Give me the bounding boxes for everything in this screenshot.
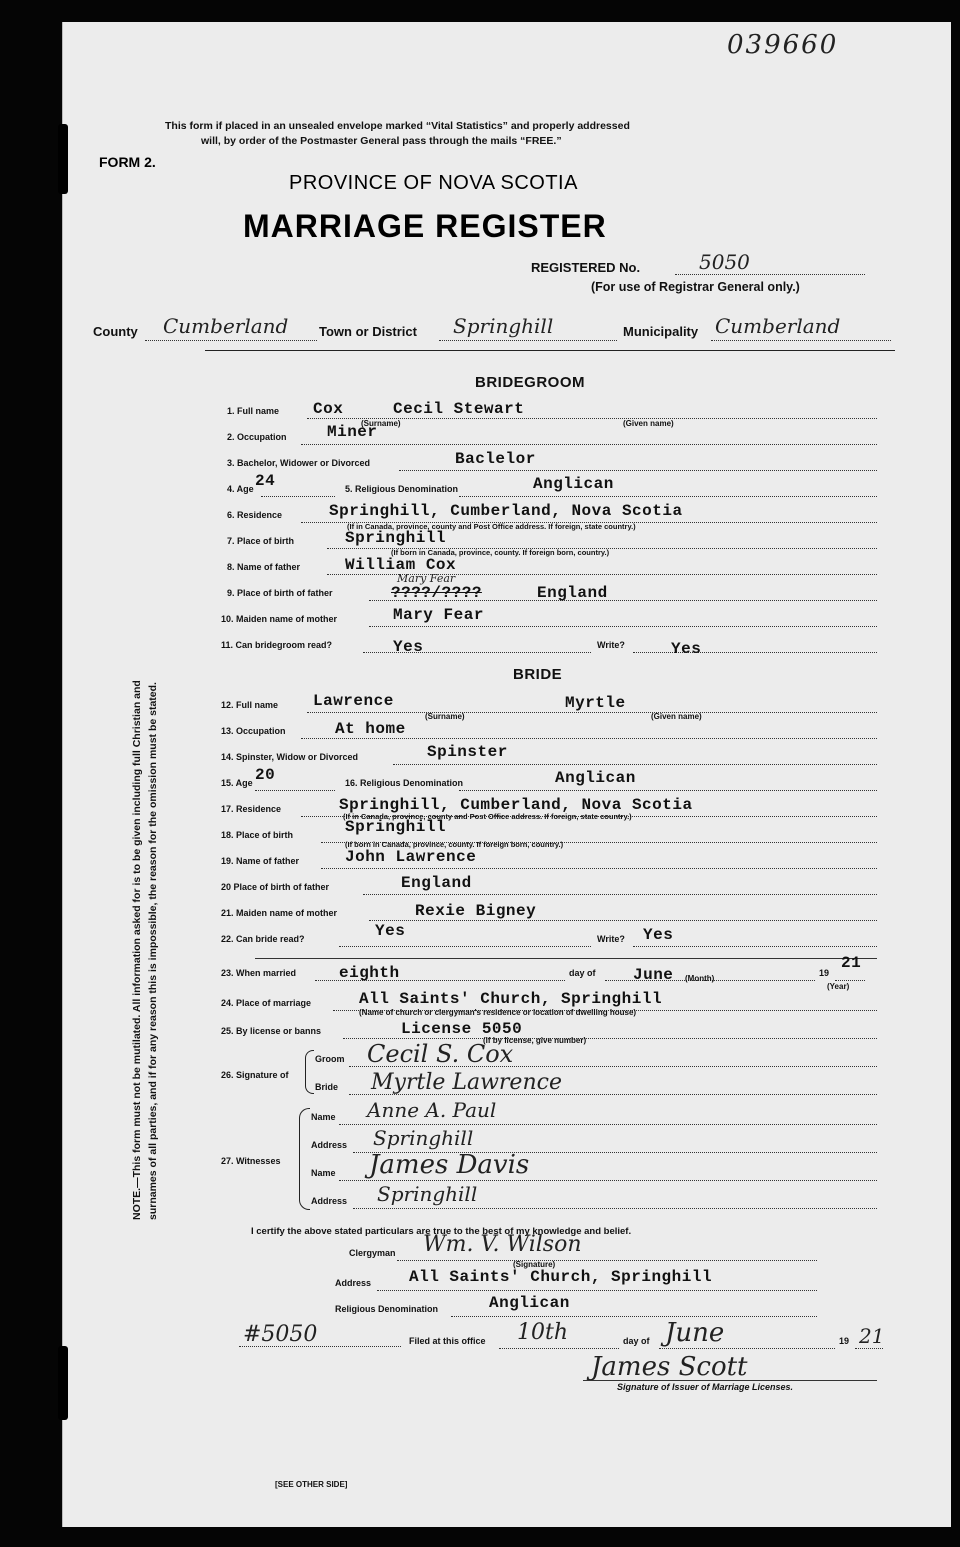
clergy-religion: Anglican <box>489 1294 570 1312</box>
postal-notice-line2: will, by order of the Postmaster General pass through the mails “FREE.” <box>201 135 562 147</box>
bride-residence-label: 17. Residence <box>221 804 282 814</box>
bride-religion-label: 16. Religious Denomination <box>345 778 464 788</box>
groom-residence-label: 6. Residence <box>227 510 283 520</box>
witness2-name: James Davis <box>369 1150 530 1180</box>
groom-fullname-label: 1. Full name <box>227 406 280 416</box>
bride-given-name: Myrtle <box>565 694 626 712</box>
bride-birthplace-label: 18. Place of birth <box>221 830 294 840</box>
witnesses-label: 27. Witnesses <box>221 1156 281 1166</box>
groom-occupation-line <box>301 444 877 445</box>
certify-text: I certify the above stated particulars are true to the best of my knowledge and belief. <box>251 1226 632 1237</box>
filing-number: #5050 <box>243 1322 318 1347</box>
scan-clip-bottom <box>58 1346 68 1420</box>
filed-year-line <box>855 1348 883 1349</box>
filed-year: 21 <box>859 1324 885 1348</box>
issuer-signature-line <box>583 1380 877 1381</box>
county-line <box>145 340 317 341</box>
issuer-signature: James Scott <box>591 1352 748 1382</box>
groom-surname-hint: (Surname) <box>361 419 401 428</box>
bride-age-label: 15. Age <box>221 778 253 788</box>
groom-father-birth-struck: ????/???? <box>391 584 482 602</box>
bride-fullname-label: 12. Full name <box>221 700 279 710</box>
groom-mother: Mary Fear <box>393 606 484 624</box>
bride-religion-line <box>459 790 877 791</box>
married-year-line <box>835 980 865 981</box>
bride-status-label: 14. Spinster, Widow or Divorced <box>221 752 358 762</box>
district-value: Springhill <box>453 314 554 338</box>
bride-father-label: 19. Name of father <box>221 856 300 866</box>
clergy-address-line <box>377 1290 817 1291</box>
groom-surname: Cox <box>313 400 344 418</box>
witness1-address-label: Address <box>311 1140 348 1150</box>
married-year-hint: (Year) <box>827 982 850 991</box>
bride-write-line <box>633 946 877 947</box>
district-line <box>439 340 617 341</box>
bride-read-line <box>339 946 591 947</box>
bride-residence: Springhill, Cumberland, Nova Scotia <box>339 796 693 814</box>
witness1-name-label: Name <box>311 1112 336 1122</box>
witness1-address: Springhill <box>373 1126 474 1150</box>
groom-residence: Springhill, Cumberland, Nova Scotia <box>329 502 683 520</box>
groom-father-birth: England <box>537 584 608 602</box>
bride-mother-label: 21. Maiden name of mother <box>221 908 338 918</box>
bride-surname-hint: (Surname) <box>425 712 465 721</box>
clergy-religion-label: Religious Denomination <box>335 1304 439 1314</box>
witness2-name-line <box>339 1180 877 1181</box>
clergy-address: All Saints' Church, Springhill <box>409 1268 713 1286</box>
side-note-line2: surnames of all parties, and if for any reason this is impossible, the reason for the omission must be stated. <box>147 682 159 1220</box>
bride-given-hint: (Given name) <box>651 712 702 721</box>
bride-birthplace-hint: (If born in Canada, province, county. If foreign born, country.) <box>345 840 564 849</box>
license-label: 25. By license or banns <box>221 1026 322 1036</box>
groom-religion-line <box>459 496 877 497</box>
district-label: Town or District <box>319 324 417 339</box>
register-form-paper <box>62 22 951 1527</box>
bride-father-birth-line <box>363 894 877 895</box>
witness2-address-line <box>353 1208 877 1209</box>
groom-signature-label: Groom <box>315 1054 345 1064</box>
groom-occupation: Miner <box>327 423 378 441</box>
bride-read: Yes <box>375 922 406 940</box>
license-hint: (If by license, give number) <box>483 1036 587 1045</box>
bride-section-rule <box>255 958 877 959</box>
witness2-address: Springhill <box>377 1182 478 1206</box>
groom-read-label: 11. Can bridegroom read? <box>221 640 333 650</box>
signature-bracket <box>305 1050 314 1094</box>
bride-age-line <box>255 790 335 791</box>
bride-father-line <box>321 868 877 869</box>
groom-status-label: 3. Bachelor, Widower or Divorced <box>227 458 370 468</box>
stamp-number: 039660 <box>727 30 839 60</box>
clergy-address-label: Address <box>335 1278 372 1288</box>
form-number: FORM 2. <box>99 154 156 170</box>
groom-write: Yes <box>671 640 702 658</box>
bridegroom-heading: BRIDEGROOM <box>475 374 585 391</box>
bride-occupation-line <box>301 738 877 739</box>
bride-read-label: 22. Can bride read? <box>221 934 305 944</box>
groom-birthplace-label: 7. Place of birth <box>227 536 295 546</box>
married-day-of-label: day of <box>569 968 596 978</box>
groom-religion: Anglican <box>533 475 614 493</box>
bride-residence-hint: (If in Canada, province, county and Post Office address. If foreign, state country.) <box>343 812 632 821</box>
groom-status-line <box>399 470 877 471</box>
married-year-prefix: 19 <box>819 968 830 978</box>
registered-line <box>675 274 865 275</box>
witnesses-bracket <box>299 1108 310 1210</box>
groom-age: 24 <box>255 472 276 490</box>
married-year: 21 <box>841 954 862 972</box>
bride-signature: Myrtle Lawrence <box>371 1070 562 1095</box>
filed-day: 10th <box>517 1320 569 1345</box>
groom-occupation-label: 2. Occupation <box>227 432 287 442</box>
page-title: MARRIAGE REGISTER <box>243 208 607 244</box>
bride-age: 20 <box>255 766 276 784</box>
clergy-religion-line <box>451 1316 817 1317</box>
bride-father-birth: England <box>401 874 472 892</box>
bride-status: Spinster <box>427 743 508 761</box>
groom-mother-label: 10. Maiden name of mother <box>221 614 338 624</box>
groom-age-label: 4. Age <box>227 484 254 494</box>
groom-given-hint: (Given name) <box>623 419 674 428</box>
location-rule <box>205 350 895 351</box>
license-line <box>343 1038 877 1039</box>
groom-read: Yes <box>393 638 424 656</box>
license-value: License 5050 <box>401 1020 523 1038</box>
filed-day-line <box>499 1348 619 1349</box>
filed-day-of-label: day of <box>623 1336 650 1346</box>
filed-month: June <box>665 1318 725 1348</box>
groom-father-label: 8. Name of father <box>227 562 301 572</box>
married-month-hint: (Month) <box>685 974 715 983</box>
municipality-line <box>711 340 891 341</box>
groom-age-line <box>261 496 335 497</box>
registrar-note: (For use of Registrar General only.) <box>591 280 800 294</box>
groom-father-birth-label: 9. Place of birth of father <box>227 588 333 598</box>
municipality-label: Municipality <box>623 324 699 339</box>
see-other-side: [SEE OTHER SIDE] <box>275 1480 348 1489</box>
scan-clip-top <box>58 124 68 194</box>
filed-year-prefix: 19 <box>839 1336 850 1346</box>
clergyman-signature: Wm. V. Wilson <box>423 1232 582 1257</box>
marriage-place-label: 24. Place of marriage <box>221 998 312 1008</box>
groom-father-birth-overwrite: Mary Fear <box>397 572 456 585</box>
registered-label: REGISTERED No. <box>531 260 641 275</box>
clergyman-label: Clergyman <box>349 1248 396 1258</box>
groom-birthplace: Springhill <box>345 529 447 547</box>
filed-label: Filed at this office <box>409 1336 486 1346</box>
witness2-name-label: Name <box>311 1168 336 1178</box>
side-note-line1: NOTE.—This form must not be mutilated. All information asked for is to be given including full Christian and <box>131 680 143 1220</box>
bride-write-label: Write? <box>597 934 625 944</box>
clergyman-signature-hint: (Signature) <box>513 1260 556 1269</box>
filed-month-line <box>659 1348 835 1349</box>
registered-number: 5050 <box>699 250 750 274</box>
bride-mother: Rexie Bigney <box>415 902 537 920</box>
clergyman-line <box>397 1260 817 1261</box>
married-day: eighth <box>339 964 400 982</box>
groom-mother-line <box>369 626 877 627</box>
groom-father: William Cox <box>345 556 457 574</box>
bride-heading: BRIDE <box>513 666 563 683</box>
groom-residence-hint: (If in Canada, province, county and Post Office address. If foreign, state country.) <box>347 522 636 531</box>
groom-signature: Cecil S. Cox <box>367 1040 514 1068</box>
county-value: Cumberland <box>163 314 289 338</box>
witness1-name: Anne A. Paul <box>367 1098 497 1122</box>
bride-father-birth-label: 20 Place of birth of father <box>221 882 330 892</box>
bride-write: Yes <box>643 926 674 944</box>
bride-religion: Anglican <box>555 769 636 787</box>
marriage-place: All Saints' Church, Springhill <box>359 990 663 1008</box>
bride-signature-label: Bride <box>315 1082 339 1092</box>
married-month: June <box>633 966 674 984</box>
groom-religion-label: 5. Religious Denomination <box>345 484 459 494</box>
groom-write-line <box>633 652 877 653</box>
groom-write-label: Write? <box>597 640 625 650</box>
bride-fullname-line <box>307 712 877 713</box>
witness2-address-label: Address <box>311 1196 348 1206</box>
bride-father: John Lawrence <box>345 848 477 866</box>
bride-birthplace: Springhill <box>345 818 447 836</box>
postal-notice-line1: This form if placed in an unsealed envelope marked “Vital Statistics” and properly addressed <box>165 120 630 132</box>
groom-given-name: Cecil Stewart <box>393 400 525 418</box>
signatures-label: 26. Signature of <box>221 1070 289 1080</box>
bride-occupation-label: 13. Occupation <box>221 726 286 736</box>
province-heading: PROVINCE OF NOVA SCOTIA <box>289 172 578 194</box>
bride-status-line <box>393 764 877 765</box>
bride-surname: Lawrence <box>313 692 394 710</box>
marriage-place-hint: (Name of church or clergyman's residence or location of dwelling house) <box>359 1008 637 1017</box>
county-label: County <box>93 324 138 339</box>
bride-occupation: At home <box>335 720 406 738</box>
groom-status: Baclelor <box>455 450 536 468</box>
bride-mother-line <box>369 920 877 921</box>
issuer-label: Signature of Issuer of Marriage Licenses. <box>617 1382 794 1392</box>
when-married-label: 23. When married <box>221 968 297 978</box>
municipality-value: Cumberland <box>715 314 841 338</box>
witness1-name-line <box>339 1124 877 1125</box>
groom-birthplace-hint: (If born in Canada, province, county. If foreign born, country.) <box>391 548 610 557</box>
